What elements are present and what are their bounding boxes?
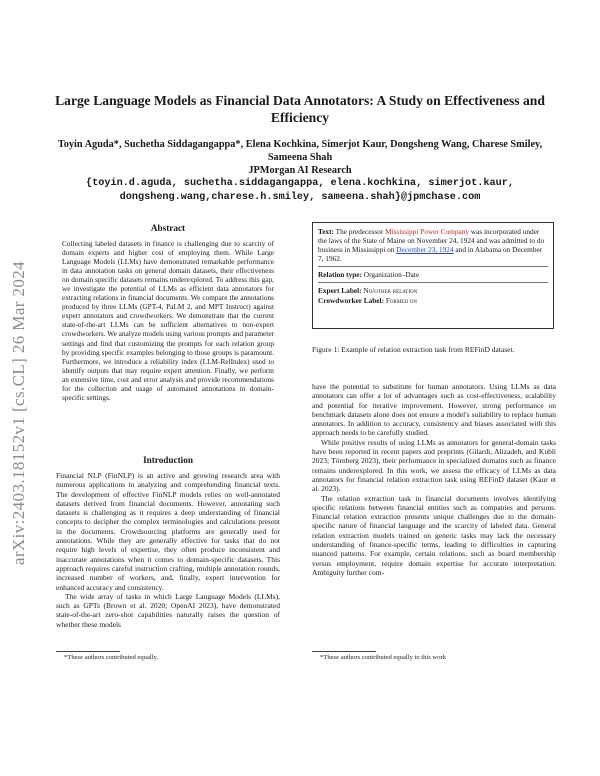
- crowdworker-label-key: Crowdworker Label:: [318, 295, 385, 305]
- example-text-pre: The predecessor: [333, 227, 386, 236]
- intro-paragraph-2: The wide array of tasks in which Large Language Models (LLMs), such as GPTs (Brown et al. 2020; OpenAI 2023), have demonstrated state-of-the-art zero-shot capabilities naturally raises the question of whether these models: [56, 591, 280, 629]
- entity-organization: Mississippi Power Company: [385, 227, 469, 236]
- footnote-left: *These authors contributed equally.: [64, 654, 159, 661]
- expert-label-row: [318, 286, 548, 295]
- example-text-label: Text:: [318, 227, 334, 236]
- email-line-2: dongsheng.wang,charese.h.smiley, sameena.shah}@jpmchase.com: [119, 191, 481, 203]
- introduction-heading: Introduction: [143, 455, 193, 465]
- example-text-mid: was incorporated under the laws of the State of Maine on November 24, 1924 and was admitted to do business in Mississippi on: [318, 227, 545, 255]
- abstract-heading: Abstract: [150, 223, 186, 233]
- example-divider-2: [318, 282, 548, 283]
- author-names: Toyin Aguda*, Suchetha Siddagangappa*, Elena Kochkina, Simerjot Kaur, Dongsheng Wang, Charese Smiley, Sameena Shah: [57, 139, 543, 163]
- intro-paragraph-1: Financial NLP (FinNLP) is an active and growing research area with numerous applications in analyzing and comprehending financial texts. The development of effective FinNLP models relies on well-annotated datasets derived from financial documents. However, annotating such datasets is challenging as it requires a deep understanding of financial concepts to decipher the complex terminologies and calculations present in the documents. Crowdsourcing platforms are generally used for annotations. While they are generally effective for tasks that do not require high levels of expertise, they often produce inconsistent and inaccurate annotations when it comes to domain-specific datasets. This approach requires careful instruction crafting, multiple annotation rounds, increased number of workers, and, finally, expert intervention for enhanced accuracy and consistency.: [56, 471, 280, 592]
- right-paragraph-1: have the potential to substitute for human annotators. Using LLMs as data annotators can offer a lot of advantages such as cost-effectiveness, scalability and potential for iterative improvement. However, strong performance on benchmark datasets alone does not ensure a model's suitability to replace human annotators. In addition to accuracy, consistency and biases associated with this approach needs to be carefully studied.: [312, 382, 556, 438]
- example-text-post: and in Alabama on December 7, 1962.: [318, 245, 543, 264]
- example-text: [318, 227, 548, 263]
- crowdworker-label-value: Formed on: [384, 295, 418, 305]
- arxiv-identifier-text: arXiv:2403.18152v1 [cs.CL] 26 Mar 2024: [9, 260, 29, 566]
- example-divider-1: [318, 266, 548, 267]
- footnote-right: *These authors contributed equally to this work: [320, 654, 446, 661]
- right-paragraph-2: While positive results of using LLMs as annotators for general-domain tasks have been reported in recent papers and preprints (Gilardi, Alizadeh, and Kubli 2023; Törnberg 2023), their performance in specialized domains such as finance remains underexplored. In this work, we assess the efficacy of LLMs as data annotators for financial relation extraction task using REFinD dataset (Kaur et al. 2023).: [312, 437, 556, 494]
- relation-type-label: Relation type:: [318, 270, 362, 280]
- paper-title: Large Language Models as Financial Data Annotators: A Study on Effectiveness and Efficiency: [55, 93, 545, 125]
- relation-type-value: Organization–Date: [361, 270, 420, 280]
- abstract-body: Collecting labeled datasets in finance is challenging due to scarcity of domain experts and higher cost of employing them. While Large Language Models (LLMs) have demonstrated remarkable performance in data annotation tasks on general domain datasets, their effectiveness on domain specific datasets remains underexplored. To address this gap, we investigate the potential of LLMs as efficient data annotators for extracting relations in financial documents. We compare the annotations produced by three LLMs (GPT-4, PaLM 2, and MPT Instruct) against expert annotators and crowdworkers. We demonstrate that the current state-of-the-art LLMs can be sufficient alternatives to non-expert crowdworkers. We analyze models using various prompts and parameter settings and find that customizing the prompts for each relation group by providing specific examples belonging to those groups is paramount. Furthermore, we introduce a reliability index (LLM-RelIndex) used to identify outputs that may require expert attention. Finally, we perform an extensive time, cost and error analysis and provide recommendations for the collection and usage of automated annotations in domain-specific settings.: [62, 239, 274, 402]
- entity-date-link[interactable]: December 23, 1924: [396, 245, 454, 255]
- author-emails: [40, 177, 560, 204]
- affiliation: JPMorgan AI Research: [248, 165, 352, 176]
- crowdworker-label-row: [318, 296, 548, 305]
- right-column-body: [312, 382, 556, 577]
- author-block: [40, 138, 560, 177]
- expert-label-value: No/other relation: [361, 286, 418, 296]
- right-paragraph-3: The relation extraction task in financial documents involves identifying specific relations between financial entities such as companies and persons. Financial relation extraction presents unique challenges due to the domain-specific nature of financial language and the scarcity of labeled data. General relation extraction models trained on generic tasks may lack the necessary understanding of finance-specific terms, leading to difficulties in capturing nuanced patterns. For example, certain relations, such as board membership versus employment, require domain expertise for accurate interpretation. Ambiguity further com-: [312, 493, 556, 577]
- figure-1-example-box: [312, 222, 554, 329]
- footnote-rule-left: [56, 651, 120, 652]
- figure-1-caption: Figure 1: Example of relation extraction task from REFinD dataset.: [312, 345, 515, 354]
- relation-type-row: [318, 270, 548, 279]
- arxiv-identifier-stamp: [4, 198, 34, 628]
- expert-label-key: Expert Label:: [318, 286, 362, 296]
- introduction-body: [56, 471, 280, 629]
- footnote-rule-right: [312, 651, 376, 652]
- email-line-1: {toyin.d.aguda, suchetha.siddagangappa, elena.kochkina, simerjot.kaur,: [86, 178, 514, 189]
